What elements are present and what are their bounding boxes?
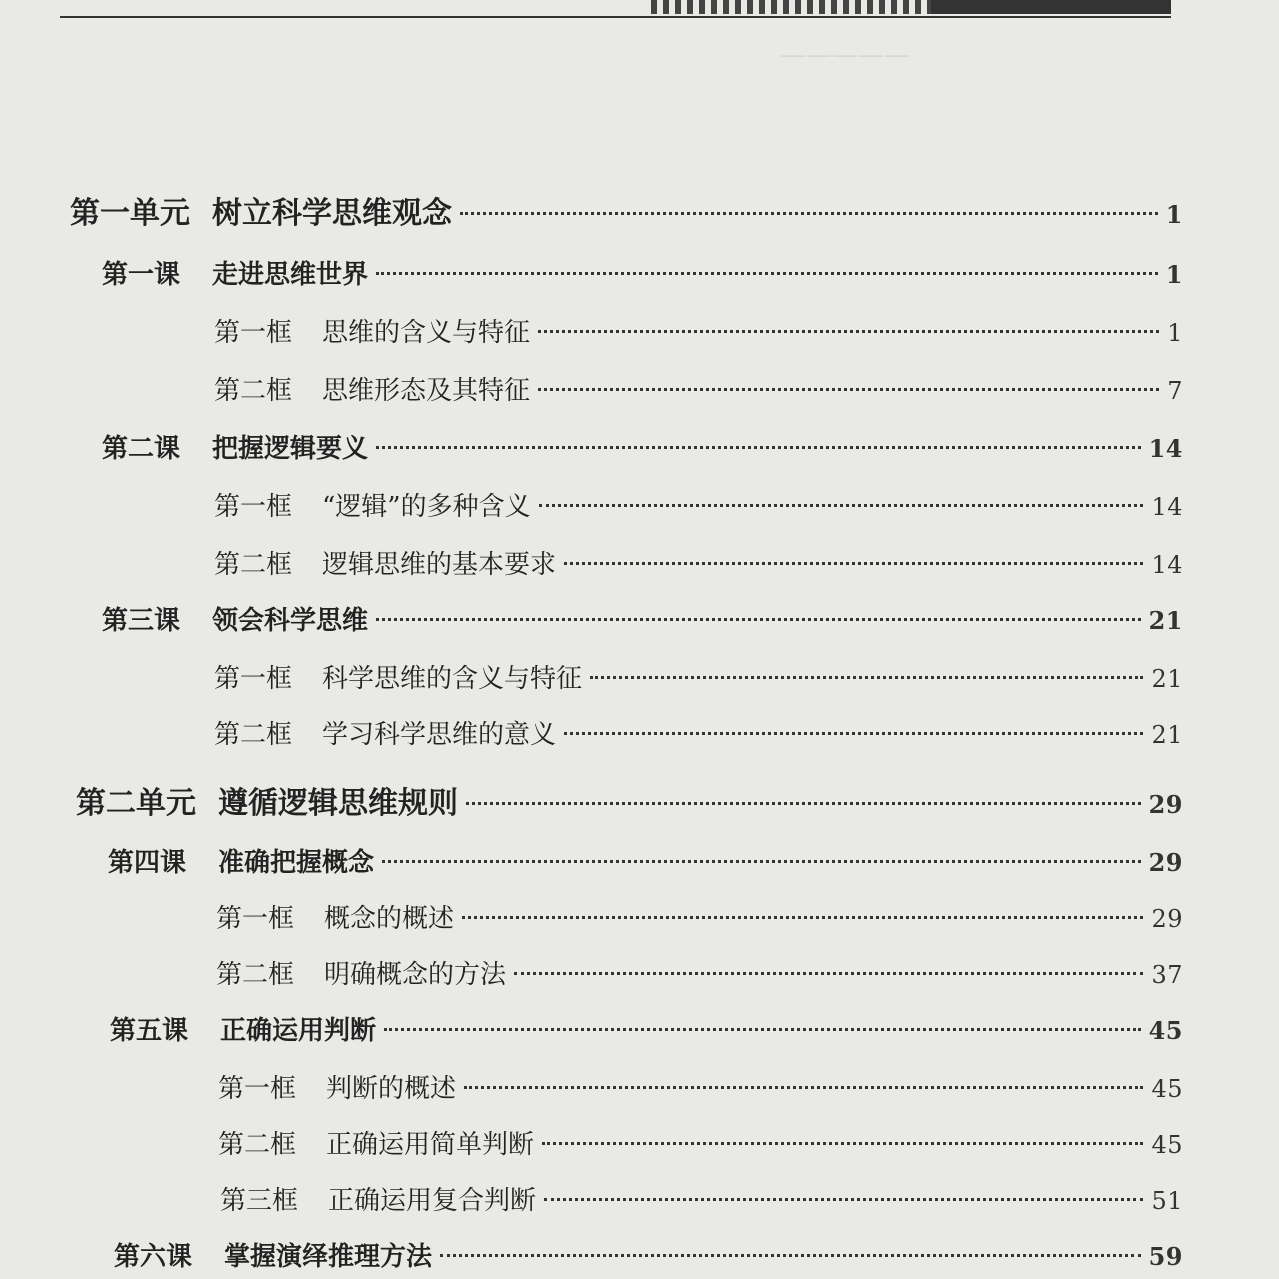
toc-frame[interactable] <box>214 486 1183 523</box>
toc-page-number: 1 <box>1165 260 1183 289</box>
toc-title: 逻辑思维的基本要求 <box>322 550 557 580</box>
dot-leader <box>376 618 1141 621</box>
toc-page-number: 29 <box>1151 905 1183 933</box>
dot-leader <box>590 676 1143 679</box>
dot-leader <box>376 272 1158 275</box>
toc-page-number: 29 <box>1148 790 1183 819</box>
toc-frame[interactable] <box>216 898 1183 935</box>
toc-page-number: 37 <box>1151 961 1183 989</box>
dot-leader <box>542 1142 1143 1145</box>
toc-title: 正确运用简单判断 <box>326 1130 535 1160</box>
toc-lesson-2[interactable] <box>102 428 1183 465</box>
toc-prefix: 第一框 <box>214 492 293 522</box>
toc-title: “逻辑”的多种含义 <box>322 492 531 522</box>
toc-lesson-4[interactable] <box>108 842 1183 879</box>
toc-frame[interactable] <box>214 312 1183 349</box>
toc-title: 正确运用复合判断 <box>328 1186 537 1216</box>
toc-page-number: 21 <box>1151 721 1183 749</box>
toc-title: 学习科学思维的意义 <box>322 720 557 750</box>
toc-frame[interactable] <box>218 1068 1183 1105</box>
toc-prefix: 第二框 <box>214 550 293 580</box>
dot-leader <box>564 562 1143 565</box>
toc-title: 掌握演绎推理方法 <box>224 1242 433 1272</box>
dot-leader <box>384 1028 1141 1031</box>
toc-title: 思维形态及其特征 <box>322 376 531 406</box>
toc-prefix: 第四课 <box>108 848 187 878</box>
dot-leader <box>564 732 1143 735</box>
toc-page-number: 14 <box>1151 493 1183 521</box>
toc-lesson-3[interactable] <box>102 600 1183 637</box>
toc-title: 明确概念的方法 <box>324 960 507 990</box>
toc-lesson-1[interactable] <box>102 254 1183 291</box>
toc-prefix: 第二框 <box>216 960 295 990</box>
toc-frame[interactable] <box>214 658 1183 695</box>
toc-title: 树立科学思维观念 <box>212 196 452 231</box>
dot-leader <box>462 916 1143 919</box>
dot-leader <box>538 388 1159 391</box>
toc-prefix: 第五课 <box>110 1016 189 1046</box>
toc-prefix: 第二框 <box>214 720 293 750</box>
toc-prefix: 第一单元 <box>70 196 190 231</box>
toc-page-number: 21 <box>1148 606 1183 635</box>
toc-page-number: 1 <box>1165 200 1183 229</box>
toc-unit-2[interactable] <box>76 778 1183 822</box>
toc-frame[interactable] <box>216 954 1183 991</box>
toc-page-number: 45 <box>1151 1075 1183 1103</box>
toc-frame[interactable] <box>218 1124 1183 1161</box>
toc-lesson-5[interactable] <box>110 1010 1183 1047</box>
dot-leader <box>464 1086 1143 1089</box>
dot-leader <box>544 1198 1143 1201</box>
toc-page-number: 45 <box>1151 1131 1183 1159</box>
toc-frame[interactable] <box>220 1180 1183 1217</box>
dot-leader <box>466 802 1141 805</box>
toc-title: 科学思维的含义与特征 <box>322 664 583 694</box>
dot-leader <box>440 1254 1141 1257</box>
toc-prefix: 第一框 <box>216 904 295 934</box>
toc-prefix: 第二框 <box>214 376 293 406</box>
toc-prefix: 第一课 <box>102 260 181 290</box>
dot-leader <box>539 504 1144 507</box>
dot-leader <box>460 212 1158 215</box>
toc-prefix: 第一框 <box>218 1074 297 1104</box>
toc-page-number: 14 <box>1151 551 1183 579</box>
toc-page-number: 29 <box>1148 848 1183 877</box>
toc-title: 把握逻辑要义 <box>212 434 369 464</box>
toc-title: 遵循逻辑思维规则 <box>218 786 458 821</box>
dot-leader <box>538 330 1159 333</box>
toc-page-number: 21 <box>1151 665 1183 693</box>
toc-frame[interactable] <box>214 714 1183 751</box>
toc-title: 准确把握概念 <box>218 848 375 878</box>
dot-leader <box>514 972 1143 975</box>
toc-title: 正确运用判断 <box>220 1016 377 1046</box>
toc-prefix: 第三框 <box>220 1186 299 1216</box>
toc-prefix: 第一框 <box>214 664 293 694</box>
toc-page-number: 14 <box>1148 434 1183 463</box>
toc-unit-1[interactable] <box>70 188 1183 232</box>
dot-leader <box>382 860 1141 863</box>
toc-title: 思维的含义与特征 <box>322 318 531 348</box>
toc-page-number: 59 <box>1148 1242 1183 1271</box>
toc-title: 领会科学思维 <box>212 606 369 636</box>
toc-prefix: 第一框 <box>214 318 293 348</box>
toc-prefix: 第二单元 <box>76 786 196 821</box>
toc-title: 走进思维世界 <box>212 260 369 290</box>
toc-lesson-6[interactable] <box>114 1236 1183 1273</box>
toc-title: 判断的概述 <box>326 1074 457 1104</box>
toc-page-number: 45 <box>1148 1016 1183 1045</box>
toc-page-number: 1 <box>1167 319 1183 347</box>
toc-frame[interactable] <box>214 544 1183 581</box>
toc-prefix: 第二框 <box>218 1130 297 1160</box>
bleed-through: ————— <box>780 40 910 70</box>
toc-page-number: 7 <box>1167 377 1183 405</box>
dot-leader <box>376 446 1141 449</box>
toc-title: 概念的概述 <box>324 904 455 934</box>
toc-prefix: 第六课 <box>114 1242 193 1272</box>
toc-frame[interactable] <box>214 370 1183 407</box>
toc-prefix: 第二课 <box>102 434 181 464</box>
toc-prefix: 第三课 <box>102 606 181 636</box>
toc-page-number: 51 <box>1151 1187 1183 1215</box>
